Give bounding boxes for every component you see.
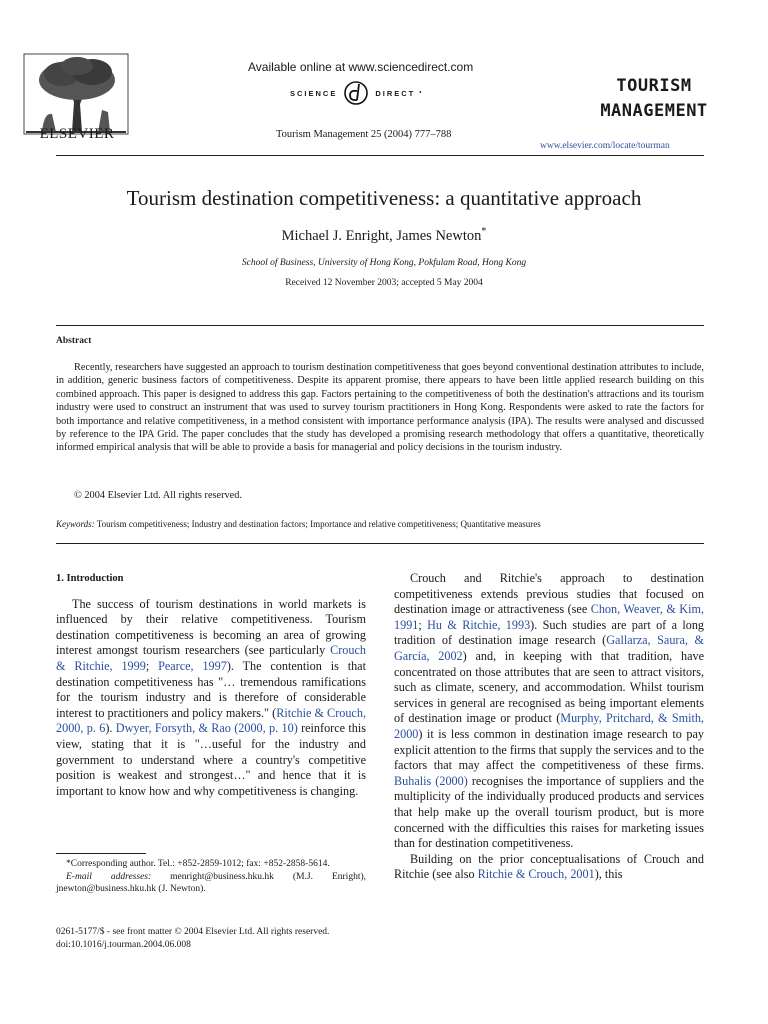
available-online-text: Available online at www.sciencedirect.com — [248, 60, 474, 74]
abstract-top-divider — [56, 325, 704, 326]
article-title: Tourism destination competitiveness: a quantitative approach — [126, 186, 642, 210]
abstract-heading: Abstract — [56, 336, 92, 346]
journal-logo-line2: MANAGEMENT — [600, 101, 708, 121]
citation-link[interactable]: Crouch & Ritchie, 1999 — [56, 643, 366, 673]
author-footnote-mark[interactable]: * — [481, 226, 487, 237]
left-column — [56, 571, 366, 799]
section-heading-introduction: 1. Introduction — [56, 573, 124, 584]
citation-link[interactable]: Dwyer, Forsyth, & Rao (2000, p. 10) — [115, 721, 298, 736]
body-paragraph: Crouch and Ritchie's approach to destination competitiveness extends previous studies that focused on destination image or attractiveness (see Chon, Weaver, & Kim, 1991; Hu & Ritchie, 1993). Such studies are part of a long tradition of destination image research (Gallarza, Saura, & García, 2002) and, in keeping with that tradition, have concentrated on those attributes that are seen to attract visitors, such as climate, scenery, and accommodation. Whilst tourism services in general are recognised as being important elements of destination image or product (Murphy, Pritchard, & Smith, 2000) it is less common in destination image research to pay explicit attention to the firms that supply the services and to the factors that may affect the competitiveness of these firms. Buhalis (2000) recognises the importance of suppliers and the multiplicity of the individually produced products and services that help make up the overall tourism product, but is more concerned with the difficulties this raises for marketing issues than for destination competitiveness. — [394, 571, 705, 851]
intro-paragraph: The success of tourism destinations in world markets is influenced by their relative competitiveness. Tourism destination competitiveness is becoming an area of growing interest amongst tourism researchers (see particularly Crouch & Ritchie, 1999; Pearce, 1997). The contention is that destination competitiveness has "… tremendous ramifications for the tourism industry and is therefore of considerable interest to practitioners and policy makers." (Ritchie & Crouch, 2000, p. 6). Dwyer, Forsyth, & Rao (2000, p. 10) reinforce this view, stating that it is "…useful for the industry and government to understand where a country's competitive position is weakest and strongest…" and hence that it is important to know how and why competitiveness is changing. — [56, 596, 366, 798]
citation-link[interactable]: Chon, Weaver, & Kim, 1991 — [394, 602, 704, 632]
received-dates: Received 12 November 2003; accepted 5 May 2004 — [285, 278, 483, 288]
keywords-label: Keywords: — [56, 519, 95, 529]
journal-reference: Tourism Management 25 (2004) 777–788 — [276, 129, 452, 140]
sciencedirect-left: SCIENCE — [290, 88, 338, 98]
doi-line[interactable]: doi:10.1016/j.tourman.2004.06.008 — [56, 939, 191, 950]
journal-logo — [596, 74, 712, 124]
publisher-name: ELSEVIER — [39, 126, 115, 142]
right-column — [394, 571, 704, 883]
front-matter-line: 0261-5177/$ - see front matter © 2004 Elsevier Ltd. All rights reserved. — [56, 927, 330, 937]
citation-link[interactable]: Murphy, Pritchard, & Smith, 2000 — [394, 711, 704, 741]
journal-logo-line1: TOURISM — [616, 76, 692, 96]
abstract-bottom-divider — [56, 543, 704, 544]
email-addresses: E-mail addresses: menright@business.hku.hk (M.J. Enright), jnewton@business.hku.hk (J. Newton). — [56, 871, 367, 895]
authors: Michael J. Enright, James Newton — [281, 227, 482, 244]
citation-link[interactable]: Buhalis (2000) — [394, 773, 468, 788]
citation-link[interactable]: Gallarza, Saura, & García, 2002 — [394, 633, 704, 663]
sciencedirect-d-icon — [341, 80, 371, 106]
citation-link[interactable]: Ritchie & Crouch, 2000, p. 6 — [56, 705, 366, 736]
front-matter — [56, 926, 396, 951]
citation-link[interactable]: Ritchie & Crouch, 2001 — [477, 867, 595, 882]
sciencedirect-logo — [290, 80, 423, 106]
abstract-body: Recently, researchers have suggested an approach to tourism destination competitiveness that goes beyond conventional destination attributes to include, in addition, generic business factors of competitiveness. Despite its apparent promise, there appears to have been little applied research building on this combined approach. This paper is designed to address this gap. Factors pertaining to the competitiveness of both the destination's attractions and its tourism industry were used to construct an instrument that was used to survey tourism practitioners in Hong Kong. Respondents were asked to rate the factors for both importance and relative competitiveness, in a method consistent with importance performance analysis (IPA). The results were analysed and discussed by reference to the IPA Grid. The paper concludes that the study has developed a promising research methodology that offers a quantitative, theoretically informed empirical analysis that will be able to provide a basis for managerial and policy decisions in the tourism industry. — [56, 362, 704, 454]
body-paragraph: Building on the prior conceptualisations of Crouch and Ritchie (see also Ritchie & Crouch, 2001), this — [394, 851, 704, 882]
corresponding-author-footnote — [56, 858, 366, 896]
footnote-divider — [56, 853, 146, 854]
keywords-list: Tourism competitiveness; Industry and destination factors; Importance and relative competitiveness; Quantitative measures — [96, 519, 541, 529]
abstract-copyright: © 2004 Elsevier Ltd. All rights reserved. — [74, 490, 242, 501]
header-divider — [56, 155, 704, 156]
sciencedirect-right: DIRECT — [375, 88, 416, 98]
affiliation: School of Business, University of Hong Kong, Pokfulam Road, Hong Kong — [241, 258, 527, 268]
citation-link[interactable]: Hu & Ritchie, 1993 — [427, 617, 531, 632]
author-line — [0, 226, 768, 245]
citation-link[interactable]: Pearce, 1997 — [158, 658, 227, 673]
keywords — [56, 519, 704, 529]
sciencedirect-dot: • — [419, 90, 424, 96]
corresponding-author: *Corresponding author. Tel.: +852-2859-1012; fax: +852-2858-5614. — [66, 859, 330, 869]
journal-url-link[interactable]: www.elsevier.com/locate/tourman — [540, 141, 670, 151]
